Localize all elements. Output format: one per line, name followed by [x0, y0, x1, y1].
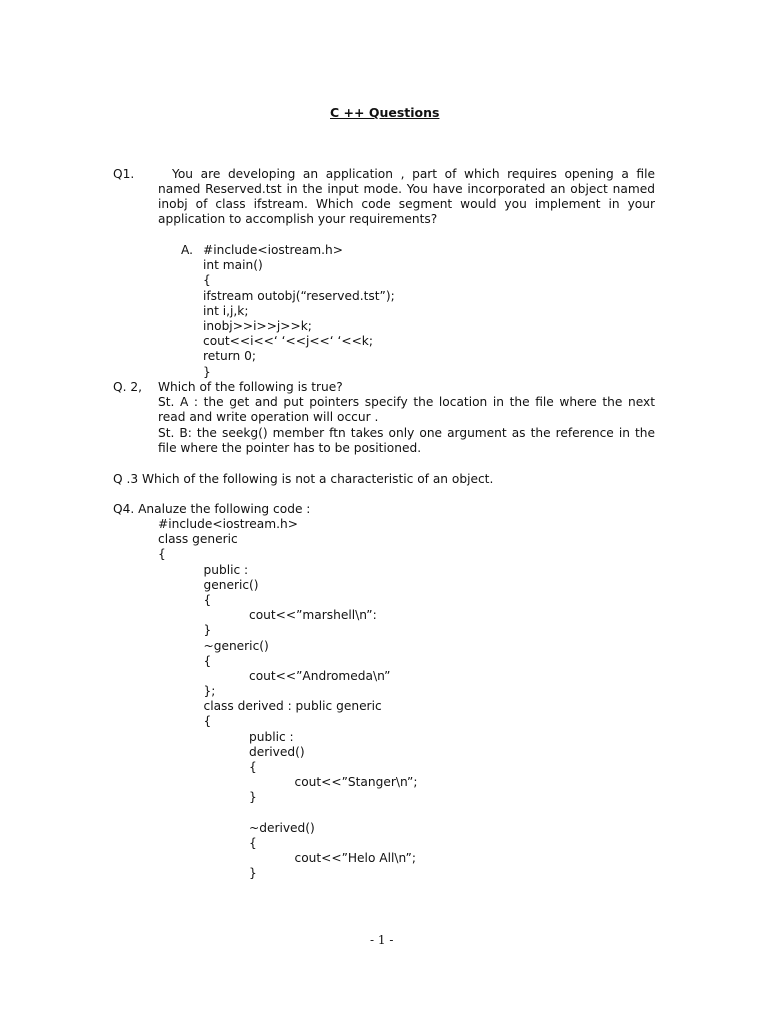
- code-line: #include<iostream.h>: [158, 517, 298, 531]
- code-line: derived(): [249, 744, 305, 759]
- code-line: cout<<”Andromeda\n”: [249, 668, 391, 683]
- code-line: cout<<”marshell\n”:: [249, 608, 377, 623]
- code-line: ~generic(): [203, 638, 269, 653]
- q1-number: Q1.: [113, 167, 135, 181]
- page-title: C ++ Questions: [330, 105, 440, 120]
- code-line: }: [249, 790, 257, 805]
- code-line: generic(): [203, 577, 259, 592]
- code-line: }: [203, 364, 211, 379]
- code-line: cout<<i<<‘ ‘<<j<<‘ ‘<<k;: [203, 334, 373, 349]
- code-line: cout<<”Helo All\n”;: [294, 851, 416, 866]
- q3-question-text: Q .3 Which of the following is not a characteristic of an object.: [113, 472, 494, 486]
- q2-question-text: Which of the following is true?: [158, 380, 343, 394]
- code-line: public :: [203, 562, 249, 577]
- q1-question-text: You are developing an application , part of which requires opening a file named Reserved.tst in the input mode. You have incorporated an object named inobj of class ifstream. Which code segment would you implement in your application to accomplish your requirements?: [158, 167, 655, 226]
- q2-statement-b: St. B: the seekg() member ftn takes only one argument as the reference in the file where the pointer has to be positioned.: [158, 426, 655, 455]
- page-number: - 1 -: [370, 933, 394, 947]
- code-line: cout<<”Stanger\n”;: [294, 775, 418, 790]
- code-line: {: [203, 273, 211, 288]
- code-line: return 0;: [203, 349, 256, 364]
- code-line: int main(): [203, 258, 263, 273]
- code-line: ~derived(): [249, 820, 315, 835]
- code-line: #include<iostream.h>: [203, 243, 343, 257]
- q2-statement-a: St. A : the get and put pointers specify the location in the file where the next read and write operation will occur .: [158, 395, 655, 424]
- code-line: {: [249, 835, 257, 850]
- code-line: {: [203, 714, 212, 729]
- code-line: int i,j,k;: [203, 303, 249, 318]
- code-line: }: [203, 623, 212, 638]
- code-line: public :: [249, 729, 294, 744]
- q4-code-block: [158, 517, 417, 882]
- code-line: };: [203, 684, 216, 699]
- q1-code-block: [203, 243, 395, 380]
- q4-question-text: Q4. Analuze the following code :: [113, 502, 311, 516]
- code-line: }: [249, 866, 257, 881]
- code-line: class generic: [158, 532, 238, 547]
- code-line: [158, 806, 417, 821]
- code-line: ifstream outobj(“reserved.tst”);: [203, 288, 395, 303]
- code-line: {: [158, 547, 166, 562]
- code-line: inobj>>i>>j>>k;: [203, 318, 312, 333]
- code-line: {: [249, 760, 257, 774]
- q1-option-letter: A.: [181, 243, 193, 257]
- code-line: class derived : public generic: [203, 699, 382, 714]
- q2-number: Q. 2,: [113, 380, 142, 394]
- code-line: {: [203, 653, 212, 668]
- code-line: {: [203, 592, 212, 607]
